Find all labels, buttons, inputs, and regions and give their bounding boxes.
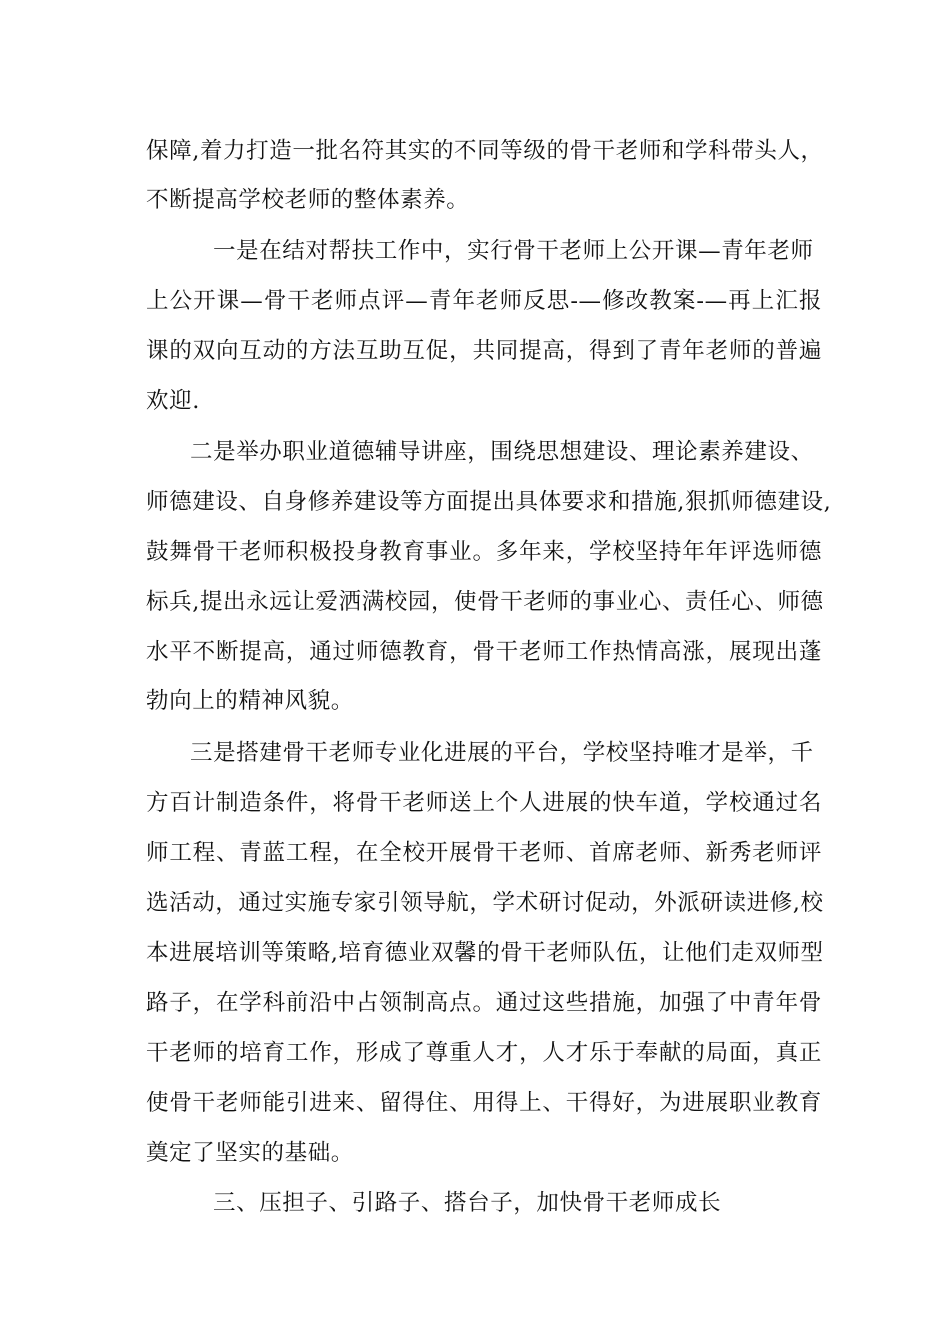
paragraph-3-line-5: 水平不断提高，通过师德教育，骨干老师工作热情高涨，展现出蓬 [146,639,822,665]
paragraph-1-line-1: 保障,着力打造一批名符其实的不同等级的骨干老师和学科带头人， [146,138,824,164]
paragraph-4-line-3: 师工程、青蓝工程，在全校开展骨干老师、首席老师、新秀老师评 [146,840,822,866]
paragraph-2-line-2: 上公开课—骨干老师点评—青年老师反思-—修改教案-—再上汇报 [146,288,822,314]
paragraph-4-line-9: 奠定了坚实的基础。 [146,1140,354,1166]
paragraph-1-line-2: 不断提高学校老师的整体素养。 [146,187,470,213]
paragraph-4-line-8: 使骨干老师能引进来、留得住、用得上、干得好，为进展职业教育 [146,1090,822,1116]
paragraph-4-line-7: 干老师的培育工作，形成了尊重人才，人才乐于奉献的局面，真正 [146,1040,822,1066]
paragraph-4-line-4: 选活动，通过实施专家引领导航，学术研讨促动，外派研读进修,校 [146,890,824,916]
paragraph-4-line-2: 方百计制造条件，将骨干老师送上个人进展的快车道，学校通过名 [146,790,822,816]
paragraph-3-line-1: 二是举办职业道德辅导讲座，围绕思想建设、理论素养建设、 [190,439,814,465]
section-heading-3: 三、压担子、引路子、搭台子，加快骨干老师成长 [213,1190,722,1216]
paragraph-3-line-3: 鼓舞骨干老师积极投身教育事业。多年来，学校坚持年年评选师德 [146,539,822,565]
paragraph-3-line-4: 标兵,提出永远让爱洒满校园，使骨干老师的事业心、责任心、师德 [146,589,824,615]
paragraph-4-line-6: 路子，在学科前沿中占领制高点。通过这些措施，加强了中青年骨 [146,990,822,1016]
paragraph-3-line-6: 勃向上的精神风貌。 [146,688,354,714]
paragraph-2-line-1: 一是在结对帮扶工作中，实行骨干老师上公开课—青年老师 [213,238,814,264]
paragraph-4-line-5: 本进展培训等策略,培育德业双馨的骨干老师队伍，让他们走双师型 [146,940,824,966]
paragraph-2-line-4: 欢迎. [146,388,200,414]
paragraph-3-line-2: 师德建设、自身修养建设等方面提出具体要求和措施,狠抓师德建设, [146,489,832,515]
paragraph-4-line-1: 三是搭建骨干老师专业化进展的平台，学校坚持唯才是举，千 [190,740,814,766]
paragraph-2-line-3: 课的双向互动的方法互助互促，共同提高，得到了青年老师的普遍 [146,338,822,364]
